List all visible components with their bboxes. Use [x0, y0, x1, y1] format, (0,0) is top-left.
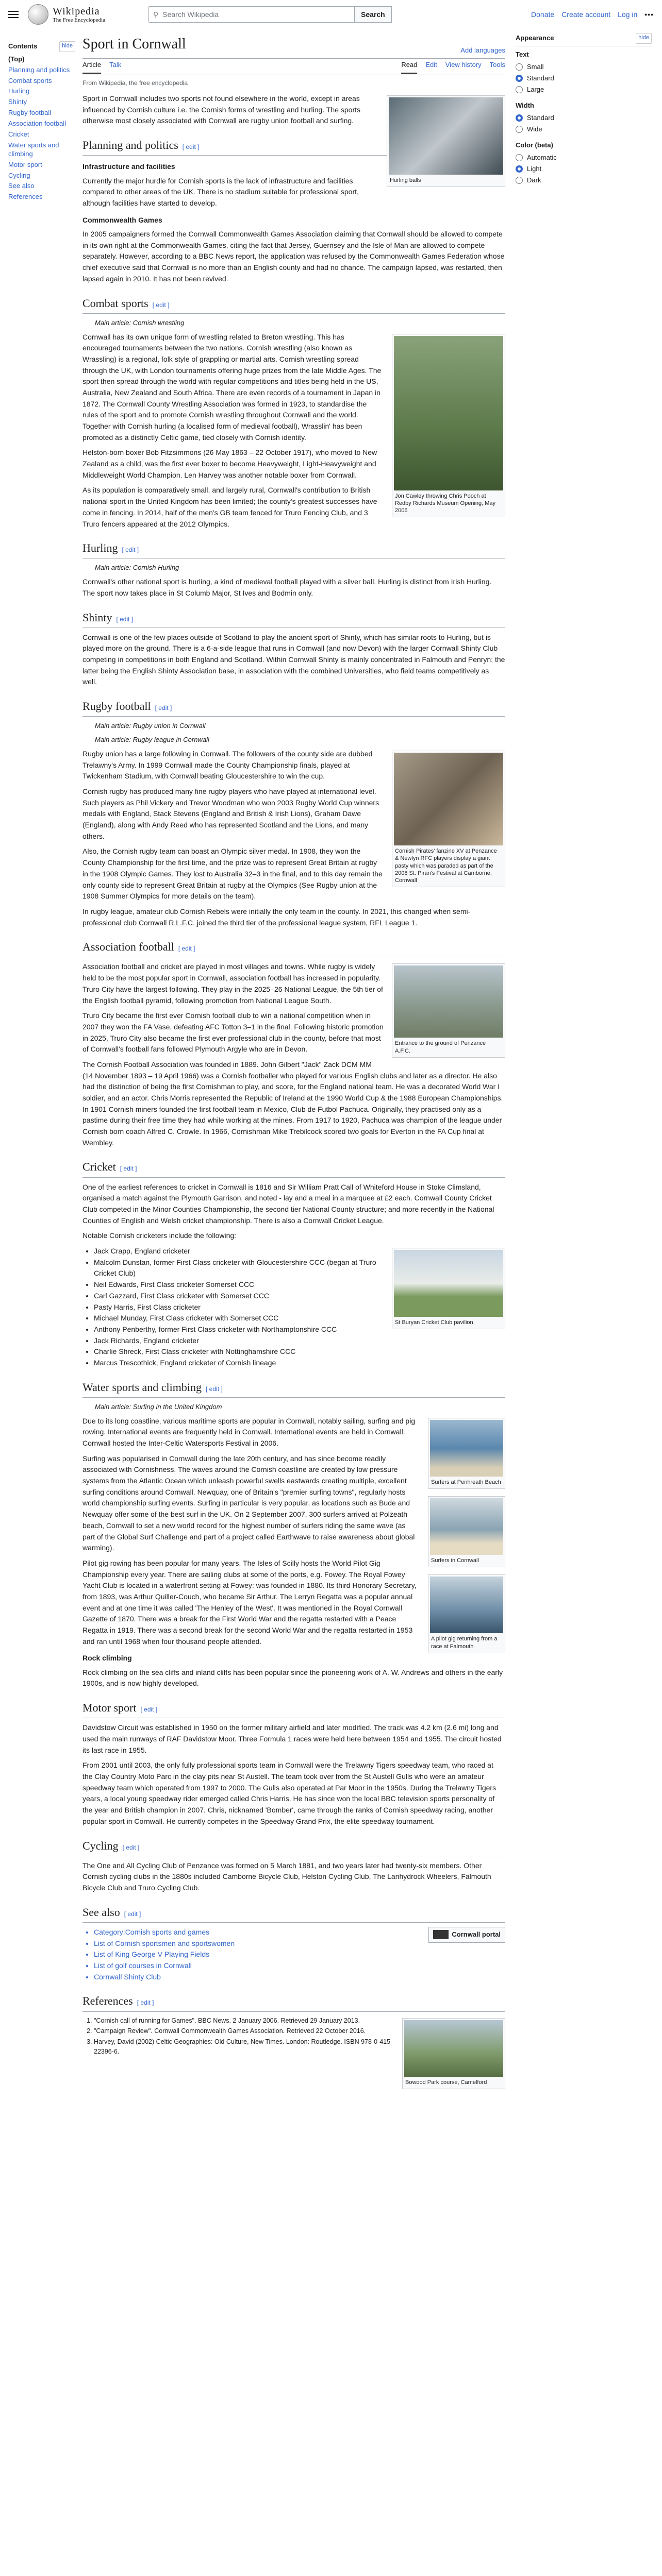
- tab-article[interactable]: Article: [82, 60, 101, 74]
- figure-caption: St Buryan Cricket Club pavilion: [395, 1319, 473, 1326]
- more-options-icon[interactable]: •••: [644, 10, 654, 19]
- edit-link[interactable]: [ edit ]: [122, 1843, 140, 1851]
- rugby-pasty-image[interactable]: [394, 753, 503, 845]
- pilot-gig-image[interactable]: [430, 1577, 503, 1633]
- toc-title: Contents: [8, 42, 38, 50]
- heading-rugby: Rugby football [ edit ]: [82, 697, 505, 717]
- appearance-panel: [516, 33, 652, 191]
- rugby-paragraph-3: Also, the Cornish rugby team can boast an Olympic silver medal. In 1908, they won the County Championship for the first time, and the prize was to represent Great Britain at rugby in the 1908 Olympic Games. They lost to Australia 32–3 in the final, and to this day remain the only county side to represent Great Britain at rugby at the Olympics (See Rugby union at the 1908 Summer Olympics for more details on the team).: [82, 847, 383, 901]
- toc-item-references[interactable]: References: [8, 193, 43, 201]
- appearance-title: Appearance: [516, 34, 554, 42]
- table-of-contents: [8, 41, 75, 202]
- heading-combat: Combat sports [ edit ]: [82, 294, 505, 314]
- login-link[interactable]: Log in: [618, 10, 638, 19]
- edit-link[interactable]: [ edit ]: [124, 1910, 141, 1918]
- figure-caption: Entrance to the ground of Penzance A.F.C.: [395, 1040, 486, 1054]
- hatnote: Main article: Cornish wrestling: [95, 318, 185, 327]
- edit-link[interactable]: [ edit ]: [178, 945, 195, 953]
- appearance-hide-button[interactable]: hide: [636, 33, 652, 44]
- color-automatic-radio[interactable]: Automatic: [516, 152, 652, 163]
- color-label: Color (beta): [516, 141, 553, 149]
- commonwealth-paragraph: In 2005 campaigners formed the Cornwall Commonwealth Games Association claiming that Cornwall should be allowed to compete in its own right at the Commonwealth Games, citing the fact that Jersey, Guernsey and the Isle of Man are allowed to compete separately. However, according to a BBC News report, the application was refused by the Commonwealth Games Federation whose chief executive said that Cornwall is no more than an English county and had no chance. The campaign lapsed, was restarted, then lapsed again in 2010. It has not been revived.: [82, 230, 505, 283]
- figure-surfers-2: [428, 1496, 505, 1567]
- figure-caption: A pilot gig returning from a race at Falmouth: [431, 1636, 498, 1650]
- wordmark-title: Wikipedia: [53, 5, 100, 17]
- width-standard-radio[interactable]: Standard: [516, 112, 652, 124]
- intro-paragraph: Sport in Cornwall includes two sports not found elsewhere in the world, except in areas influenced by Cornish culture i.e. the Cornish forms of wrestling and hurling. The sports otherwise most closely associated with Cornwall are rugby union football and surfing.: [82, 94, 361, 125]
- width-label: Width: [516, 101, 534, 109]
- main-menu-icon[interactable]: [8, 11, 19, 18]
- figure-caption: Cornish Pirates' fanzine XV at Penzance & Newlyn RFC players display a giant pasty which was paraded as part of the 2008 St. Piran's Festival at Camborne, Cornwall: [395, 848, 497, 884]
- hatnote: Main article: Rugby union in Cornwall: [95, 722, 206, 730]
- cornwall-portal-link[interactable]: Cornwall portal: [428, 1927, 505, 1943]
- list-item[interactable]: • Jack Crapp, England cricketer: [94, 1246, 505, 1257]
- heading-references: References [ edit ]: [82, 1992, 505, 2011]
- water-paragraph-2: Surfing was popularised in Cornwall during the late 20th century, and has since become readily associated with Cornishness. The waves around the Cornish coastline are created by low pressure systems from the Atlantic Ocean which unleash powerful swells eastwards creating multiple, excellent surfing conditions around Cornwall. Newquay, one of Britain's "premier surfing towns", regularly hosts world championship surfing events. Surfing in particular is very popular, as locations such as Bude and Newquay offer some of the best surf in the UK. On 2 September 2007, 300 surfers arrived at Polzeath beach, Cornwall to set a new world record for the highest number of surfers riding the same wave (as part of the Global Surf Challenge and part of a project called Earthwave to raise awareness about global warming).: [82, 1454, 415, 1552]
- edit-link[interactable]: [ edit ]: [155, 704, 172, 712]
- cricket-paragraph-2: Notable Cornish cricketers include the following:: [82, 1231, 237, 1240]
- color-dark-radio[interactable]: Dark: [516, 175, 652, 186]
- climbing-paragraph: Rock climbing on the sea cliffs and inland cliffs has been popular since the pioneering work of A. W. Andrews and others in the early 1900s, and is now highly developed.: [82, 1668, 503, 1688]
- heading-cycling: Cycling [ edit ]: [82, 1837, 505, 1856]
- toc-item-water[interactable]: Water sports and climbing: [8, 141, 59, 158]
- toc-item-seealso[interactable]: See also: [8, 182, 35, 190]
- search-form: [148, 6, 392, 23]
- toc-item-planning[interactable]: Planning and politics: [8, 65, 70, 74]
- list-item[interactable]: • Category:Cornish sports and games: [94, 1927, 505, 1938]
- surfers-image[interactable]: [430, 1498, 503, 1555]
- text-large-radio[interactable]: Large: [516, 84, 652, 95]
- user-links: [531, 9, 654, 20]
- figure-gig: [428, 1574, 505, 1653]
- edit-link[interactable]: [ edit ]: [122, 546, 139, 554]
- list-item[interactable]: • Carl Gazzard, First Class cricketer with Somerset CCC: [94, 1291, 505, 1302]
- figure-caption: Jon Cawley throwing Chris Pooch at Redby Richards Museum Opening, May 2006: [395, 493, 496, 514]
- toc-item-rugby[interactable]: Rugby football: [8, 109, 52, 117]
- page-tabs: [82, 59, 505, 75]
- figure-race: [402, 2018, 505, 2089]
- cricket-paragraph-1: One of the earliest references to cricket in Cornwall is 1816 and Sir William Pratt Call of Whiteford House in Stoke Climsland, organised a match against the Plymouth Garrison, and noted - lay and a meal in a marquee at £2 each. Cornwall County Cricket Club competed in the Minor Counties Championship, the second tier National County structure; and more recently in the National Counties of English and Welsh cricket championship. There is also a Cornwall Cricket League.: [82, 1182, 494, 1225]
- edit-link[interactable]: [ edit ]: [137, 1999, 154, 2007]
- heading-motor: Motor sport [ edit ]: [82, 1699, 505, 1718]
- wordmark-tagline: The Free Encyclopedia: [53, 16, 106, 23]
- rugby-paragraph-4: In rugby league, amateur club Cornish Rebels were initially the only team in the county. In 2021, this changed when semi-professional club Cornwall R.L.F.C. joined the third tier of the professional league system, RFL League 1.: [82, 907, 471, 927]
- hatnote: Main article: Rugby league in Cornwall: [95, 736, 209, 744]
- shinty-paragraph: Cornwall is one of the few places outside of Scotland to play the ancient sport of Shinty, which has similar roots to Hurling, but is played more on the ground. There is a 6-a-side league that runs in Cornwall (and now Devon) with the larger Cornwall Shinty Club competing in competitions in both England and Scotland. Within Cornwall Shinty is mainly concentrated in Falmouth and Penryn; the latter being the English Shinty Association base, in association with the combined Universities, who field teams competitively as well.: [82, 633, 505, 686]
- edit-link[interactable]: [ edit ]: [120, 1165, 137, 1173]
- create-account-link[interactable]: Create account: [561, 10, 611, 19]
- football-paragraph-2: Truro City became the first ever Cornish football club to win a national competition when in 2007 they won the FA Vase, defeating AFC Totton 3–1 in the final. Following historic promotion in 2025, Truro City also became the first ever professional club in the county, before that most of Cornwall's football fans followed Plymouth Argyle who are in Devon.: [82, 1011, 384, 1054]
- figure-caption: Hurling balls: [390, 177, 421, 183]
- toc-item-cycling[interactable]: Cycling: [8, 171, 30, 179]
- color-light-radio[interactable]: Light: [516, 163, 652, 175]
- race-course-image[interactable]: [404, 2020, 503, 2077]
- list-item[interactable]: • Marcus Trescothick, England cricketer of Cornish lineage: [94, 1358, 505, 1369]
- donate-link[interactable]: Donate: [531, 10, 555, 19]
- figure-wrestling: [392, 334, 505, 518]
- page-title: Sport in Cornwall: [82, 36, 186, 52]
- hurling-paragraph: Cornwall's other national sport is hurling, a kind of medieval football played with a silver ball. Hurling is distinct from Irish Hurling. The sport now takes place in St Columb Major, St Ives and Bodmin only.: [82, 578, 492, 597]
- toc-item-motor[interactable]: Motor sport: [8, 160, 42, 168]
- cricket-pavilion-image[interactable]: [394, 1250, 503, 1317]
- text-small-radio[interactable]: Small: [516, 61, 652, 73]
- site-header: [0, 0, 662, 29]
- search-placeholder: Search Wikipedia: [162, 10, 219, 19]
- football-paragraph-3: The Cornish Football Association was founded in 1889. John Gilbert "Jack" Zack DCM MM (14 November 1893 – 19 April 1966) was a Cornish footballer who played for various English clubs and later as a director. He also had the distinction of being the first Cornishman to play, and score, for the England national team. He was a decorated World War I soldier, and an actor. Chris Morris represented the Republic of Ireland at the 1990 World Cup & the 1988 European Championships. In 1901 Cornish miners founded the first football team in Mexico, Club de Futbol Pachuca. Originally, they practised only as a pastime during their free time they had while working at the mines. From 1917 to 1920, Pachuca was champion of the league under Cornish born coach Alfred C. Crowle. In 1966, Cornishman Mike Trebilcock scored two goals for Everton in the FA Cup final at Wembley.: [82, 1060, 503, 1147]
- toc-item-football[interactable]: Association football: [8, 120, 67, 128]
- reference-item[interactable]: 2. "Campaign Review". Cornwall Commonwealth Games Association. Retrieved 22 October 2016.: [94, 2026, 505, 2036]
- heading-climbing: Rock climbing: [82, 1654, 132, 1663]
- list-item[interactable]: • Malcolm Dunstan, former First Class cricketer with Gloucestershire CCC (began at Truro Cricket Club): [94, 1257, 505, 1279]
- surfers-beach-image[interactable]: [430, 1420, 503, 1477]
- globe-icon: [28, 4, 48, 25]
- combat-paragraph-1: Cornwall has its own unique form of wrestling related to Breton wrestling. This has encouraged tournaments between the two nations. Cornish wrestling (also known as Wrassling) is a regional, folk style of grappling or martial arts. Cornish wrestling spread through the UK, with London tournaments offering huge prizes from the late Middle Ages. The sport then spread through the world with regular competitions and titles being held in the US, Australia, New Zealand and South Africa. There are even records of a tournament in Japan in 1872. The Cornwall County Wrestling Association was formed in 1923, to standardise the rules of the sport and to promote Cornish wrestling throughout Cornwall and the world. Together with Cornish hurling (a localised form of medieval football), Wrasslin' has been promoted as a distinctly Celtic game, tied closely with Cornish identity.: [82, 332, 382, 442]
- tab-tools[interactable]: Tools: [489, 60, 505, 69]
- tab-edit[interactable]: Edit: [425, 60, 437, 69]
- search-button[interactable]: Search: [355, 6, 392, 23]
- toc-hide-button[interactable]: hide: [59, 41, 75, 52]
- figure-hurling: [387, 95, 505, 187]
- wrestling-image[interactable]: [394, 336, 503, 490]
- article-source-note: From Wikipedia, the free encyclopedia: [82, 79, 188, 87]
- figure-surfers-1: [428, 1418, 505, 1489]
- figure-caption: Surfers in Cornwall: [431, 1557, 479, 1564]
- width-wide-radio[interactable]: Wide: [516, 124, 652, 135]
- text-size-label: Text: [516, 50, 529, 58]
- heading-cricket: Cricket [ edit ]: [82, 1158, 505, 1177]
- edit-link[interactable]: [ edit ]: [140, 1706, 158, 1714]
- text-standard-radio[interactable]: Standard: [516, 73, 652, 84]
- tab-talk[interactable]: Talk: [109, 60, 122, 69]
- figure-rugby: [392, 751, 505, 887]
- wikipedia-logo[interactable]: [28, 4, 136, 25]
- edit-link[interactable]: [ edit ]: [116, 615, 134, 623]
- search-icon: ⚲: [153, 10, 159, 19]
- reference-item[interactable]: 3. Harvey, David (2002) Celtic Geographies: Old Culture, New Times. London: Routledge. ISBN 978-0-415-22396-6.: [94, 2037, 505, 2057]
- combat-paragraph-3: As its population is comparatively small, and largely rural, Cornwall's contribution to British national sport in the United Kingdom has been limited; the county's greatest successes have come in fencing. In 2014, half of the men's GB team fenced for Truro Fencing Club, and 3 Truro fencers appeared at the 2012 Olympics.: [82, 486, 377, 528]
- tab-view-history[interactable]: View history: [445, 60, 482, 69]
- heading-hurling: Hurling [ edit ]: [82, 539, 505, 558]
- combat-paragraph-2: Helston-born boxer Bob Fitzsimmons (26 May 1863 – 22 October 1917), who moved to New Zealand as a child, was the first ever boxer to become Heavyweight, Light-Heavyweight and Middleweight World Champion. Len Harvey was another notable boxer from Cornwall.: [82, 448, 377, 479]
- toc-item-cricket[interactable]: Cricket: [8, 130, 29, 139]
- page-title-bar: [82, 33, 505, 59]
- heading-see-also: See also [ edit ]: [82, 1903, 505, 1923]
- water-paragraph-1: Due to its long coastline, various maritime sports are popular in Cornwall, notably sailing, surfing and pig rowing. International events are frequently held in Cornwall. International events are held in Cornwall. Cornwall hosted the Inter-Celtic Watersports Festival in 2006.: [82, 1416, 416, 1447]
- list-item[interactable]: • List of King George V Playing Fields: [94, 1949, 505, 1960]
- list-item[interactable]: • Pasty Harris, First Class cricketer: [94, 1302, 505, 1313]
- list-item[interactable]: • Charlie Shreck, First Class cricketer with Nottinghamshire CCC: [94, 1346, 505, 1358]
- heading-shinty: Shinty [ edit ]: [82, 608, 505, 628]
- toc-item-combat[interactable]: Combat sports: [8, 76, 52, 84]
- edit-link[interactable]: [ edit ]: [182, 143, 200, 151]
- list-item[interactable]: • List of Cornish sportsmen and sportswomen: [94, 1938, 505, 1950]
- rugby-paragraph-2: Cornish rugby has produced many fine rugby players who have played at international level. Such players as Phil Vickery and Trevor Woodman who won 2003 Rugby World Cup winners medals with England, Stack Stevens (England and British & Irish Lions), Graham Dawe (England), along with Andy Reed who has represented Scotland and the Lions, and many others.: [82, 787, 379, 840]
- cycling-paragraph: The One and All Cycling Club of Penzance was formed on 5 March 1881, and two years later had twenty-six members. Other Cornish cycling clubs in the 1880s included Camborne Bicycle Club, Helston Cycling Club, The Lanhydrock Wheelers, Falmouth Bicycle Club and Truro Cycling Club.: [82, 1861, 491, 1892]
- toc-item-shinty[interactable]: Shinty: [8, 98, 27, 106]
- motor-paragraph-1: Davidstow Circuit was established in 1950 on the former military airfield and later modified. The track was 4.2 km (2.6 mi) long and used the main runways of RAF Davidstow Moor. Three Formula 1 races were held here between 1954 and 1955. The circuit hosted its last race in 1955.: [82, 1723, 502, 1754]
- search-input[interactable]: [148, 6, 355, 23]
- water-paragraph-3: Pilot gig rowing has been popular for many years. The Isles of Scilly hosts the World Pilot Gig Championship every year. There are sailing clubs at some of the ports, e.g. Fowey. The Royal Fowey Yacht Club is located in a waterfront setting at Fowey: was founded in 1880. Its third Honorary Secretary, from 1893, was Arthur Quiller-Couch, who became Sir Arthur. The Lerryn Regatta was a popular annual event and at one time it was called 'The Henley of the West'. It was mentioned in the Royal Cornwall Gazette of 1870. There was a break for the First World War and the regatta restarted with a Peace Regatta in 1919. There was a second break for the second World War and the regatta restarted in 1953 and ran until 1968 when four thousand people attended.: [82, 1558, 417, 1646]
- figure-cricket: [392, 1248, 505, 1329]
- article-content: [82, 33, 505, 2094]
- list-item[interactable]: • Michael Munday, First Class cricketer with Somerset CCC: [94, 1313, 505, 1324]
- list-item[interactable]: • Anthony Penberthy, former First Class cricketer with Northamptonshire CCC: [94, 1324, 505, 1335]
- penzance-ground-image[interactable]: [394, 965, 503, 1038]
- list-item[interactable]: • Cornwall Shinty Club: [94, 1972, 505, 1983]
- figure-football: [392, 963, 505, 1058]
- heading-planning: Planning and politics [ edit ]: [82, 136, 505, 156]
- hatnote: Main article: Cornish Hurling: [95, 564, 179, 572]
- tab-read[interactable]: Read: [401, 60, 417, 74]
- heading-football: Association football [ edit ]: [82, 938, 505, 957]
- motor-paragraph-2: From 2001 until 2003, the only fully professional sports team in Cornwall were the Trelawny Tigers speedway team, who raced at the Clay Country Moto Parc in the clay pits near St Austell. The team took over from the St Austell Gulls who were an amateur speedway team which operated from 1997 to 2000. The Gulls also operated at Par Moor in the 1950s. During the Trelawny Tigers years, a local young speedway rider emerged called Chris Harris. He has since won the local BBC television sports personality of the year and British champion in 2007. Chris, nicknamed 'Bomber', came through the ranks of Cornish speedway racing, another popular sport in Cornwall. He currently competes in the Speedway Grand Prix, the elite speedway tournament.: [82, 1761, 496, 1825]
- hatnote: Main article: Surfing in the United Kingdom: [95, 1402, 222, 1411]
- cornwall-flag-icon: [433, 1930, 449, 1939]
- infrastructure-paragraph: Currently the major hurdle for Cornish sports is the lack of infrastructure and facilities compared to other areas of the UK. There is no stadium suitable for professional sport, although facilities have started to develop.: [82, 176, 359, 207]
- toc-item-top[interactable]: (Top): [8, 55, 25, 63]
- list-item[interactable]: • Neil Edwards, First Class cricketer Somerset CCC: [94, 1279, 505, 1291]
- football-paragraph-1: Association football and cricket are played in most villages and towns. While rugby is widely held to be the most popular sport in Cornwall, association football has increased in popularity. Truro City have the largest following. They play in the 2025–26 National League, the 5th tier of the English football pyramid, following promotion from National League South.: [82, 962, 383, 1005]
- heading-water: Water sports and climbing [ edit ]: [82, 1378, 505, 1398]
- list-item[interactable]: • List of golf courses in Cornwall: [94, 1960, 505, 1972]
- reference-item[interactable]: 1. "Cornish call of running for Games". BBC News. 2 January 2006. Retrieved 29 January 2013.: [94, 2016, 505, 2026]
- heading-infrastructure: Infrastructure and facilities: [82, 162, 175, 171]
- rugby-paragraph-1: Rugby union has a large following in Cornwall. The followers of the county side are dubbed Trelawny's Army. In 1999 Cornwall made the County Championship finals, played at Twickenham Stadium, with Cornwall beating Gloucestershire to win the cup.: [82, 749, 373, 781]
- edit-link[interactable]: [ edit ]: [152, 301, 170, 309]
- list-item[interactable]: • Jack Richards, England cricketer: [94, 1335, 505, 1347]
- hurling-balls-image[interactable]: [389, 97, 503, 175]
- edit-link[interactable]: [ edit ]: [206, 1385, 223, 1393]
- heading-commonwealth: Commonwealth Games: [82, 215, 162, 224]
- toc-item-hurling[interactable]: Hurling: [8, 87, 30, 95]
- figure-caption: Surfers at Penhreath Beach: [431, 1479, 501, 1485]
- add-languages-button[interactable]: Add languages: [460, 46, 505, 54]
- portal-box: [428, 1927, 505, 1943]
- figure-caption: Bowood Park course, Camelford: [405, 2079, 487, 2086]
